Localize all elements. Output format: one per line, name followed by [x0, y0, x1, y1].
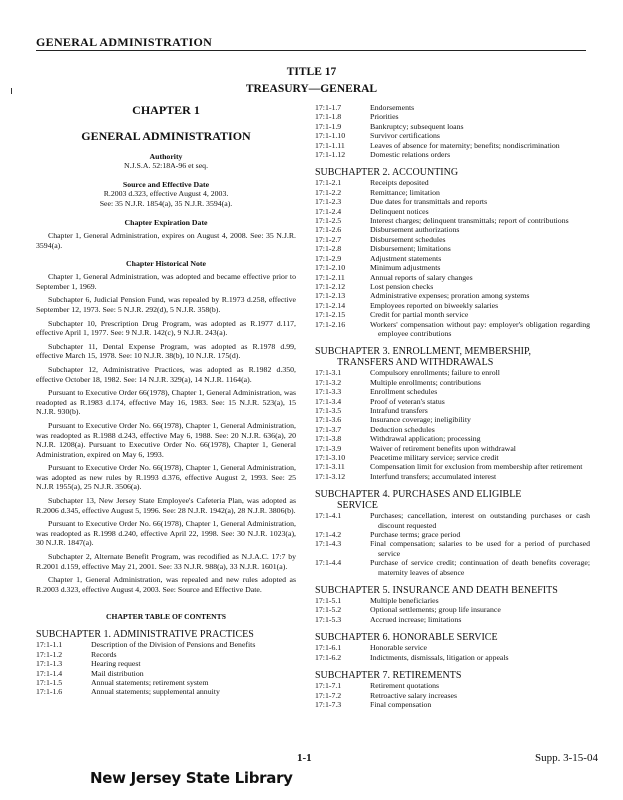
section-title: Annual reports of salary changes: [370, 272, 473, 282]
history-paragraph: Chapter 1, General Administration, was repealed and new rules adopted as R.2003 d.323, effective August 4, 2003. See: Source and Effective Date.: [36, 575, 296, 594]
toc-entry: [315, 691, 590, 700]
toc-entry: [315, 310, 590, 319]
subchapter-heading-line: SUBCHAPTER 2. ACCOUNTING: [315, 167, 459, 179]
section-number: 17:1-7.2: [315, 690, 342, 700]
section-title: Minimum adjustments: [370, 263, 441, 273]
section-title: Bankruptcy; subsequent loans: [370, 121, 464, 131]
section-number: 17:1-3.1: [315, 368, 342, 378]
section-title: Interfund transfers; accumulated interest: [370, 471, 497, 481]
toc-entry: [315, 700, 590, 709]
section-number: 17:1-4.3: [315, 539, 342, 549]
toc-entry: [36, 687, 296, 696]
source-heading: Source and Effective Date: [122, 180, 210, 189]
section-number: 17:1-2.14: [315, 300, 346, 310]
section-title: Survivor certifications: [370, 131, 440, 141]
section-title: Purchase terms; grace period: [370, 530, 461, 540]
subchapter-heading-line: SUBCHAPTER 3. ENROLLMENT, MEMBERSHIP,: [315, 346, 531, 358]
history-notes: [36, 272, 296, 594]
history-paragraph: Subchapter 11, Dental Expense Program, was adopted as R.1978 d.99, effective March 15, 1978. See: 10 N.J.R. 38(b), 10 N.J.R. 175(d).: [36, 341, 296, 361]
section-number: 17:1-2.11: [315, 272, 345, 282]
toc-heading: CHAPTER TABLE OF CONTENTS: [106, 612, 226, 622]
subchapter-heading: [315, 346, 590, 368]
toc-entry: [315, 207, 590, 216]
section-title: Retirement quotations: [370, 681, 440, 691]
section-title: Receipts deposited: [370, 178, 429, 188]
section-title: Hearing request: [91, 659, 141, 669]
toc-entry: [36, 659, 296, 668]
history-paragraph: Pursuant to Executive Order No. 66(1978), Chapter 1, General Administration, was adopted as new rules by R.1993 d.376, effective August 2, 1993. See: 25 N.J.R 1955(a), 25 N.J.R. 3506(a).: [36, 463, 296, 492]
subchapter-heading-line: SERVICE: [337, 500, 378, 512]
authority-heading: Authority: [149, 152, 183, 161]
section-number: 17:1-6.1: [315, 643, 342, 653]
section-number: 17:1-1.10: [315, 131, 346, 141]
section-title: Lost pension checks: [370, 281, 434, 291]
section-number: 17:1-1.9: [315, 121, 342, 131]
toc-entry: [315, 387, 590, 396]
toc-entry: [315, 273, 590, 282]
chapter-name: GENERAL ADMINISTRATION: [81, 129, 251, 143]
section-title: Honorable service: [370, 643, 427, 653]
toc-entry: [315, 112, 590, 121]
section-number: 17:1-2.6: [315, 225, 342, 235]
toc-entry: [315, 320, 590, 339]
section-number: 17:1-3.11: [315, 462, 345, 472]
section-number: 17:1-3.12: [315, 471, 346, 481]
section-number: 17:1-2.2: [315, 187, 342, 197]
section-number: 17:1-2.1: [315, 178, 342, 188]
subchapter-heading-line: SUBCHAPTER 1. ADMINISTRATIVE PRACTICES: [36, 629, 254, 641]
section-number: 17:1-1.1: [36, 640, 63, 650]
source-line: R.2003 d.323, effective August 4, 2003.: [103, 189, 229, 198]
toc-entry: [315, 122, 590, 131]
history-paragraph: Pursuant to Executive Order 66(1978), Chapter 1, General Administration, was readopted as R.1983 d.174, effective May 16, 1983. See: 15 N.J.R. 523(a), 15 N.J.R. 930(b).: [36, 388, 296, 417]
running-head: GENERAL ADMINISTRATION: [36, 35, 213, 49]
authority-text: N.J.S.A. 52:18A-96 et seq.: [123, 161, 209, 170]
section-title: Retroactive salary increases: [370, 690, 458, 700]
section-title: Compensation limit for exclusion from membership after retirement: [370, 462, 583, 472]
section-title: Leaves of absence for maternity; benefits; nondiscrimination: [370, 140, 560, 150]
subchapter-heading: [315, 585, 590, 596]
history-paragraph: Subchapter 6, Judicial Pension Fund, was repealed by R.1973 d.258, effective September 12, 1973. See: 5 N.J.R. 292(d), 5 N.J.R. 358(b).: [36, 295, 296, 314]
section-number: 17:1-1.5: [36, 678, 63, 688]
subchapter-heading-line: SUBCHAPTER 5. INSURANCE AND DEATH BENEFITS: [315, 585, 558, 597]
section-number: 17:1-3.4: [315, 396, 342, 406]
section-title: Disbursement authorizations: [370, 225, 460, 235]
section-title: Interest charges; delinquent transmittals; report of contributions: [370, 216, 569, 226]
library-watermark: New Jersey State Library: [90, 769, 293, 787]
section-title: Optional settlements; group life insurance: [370, 605, 501, 615]
subchapter-heading-line: TRANSFERS AND WITHDRAWALS: [337, 357, 494, 369]
toc-entry: [36, 650, 296, 659]
toc-entry: [315, 378, 590, 387]
section-number: 17:1-1.7: [315, 103, 342, 112]
section-number: 17:1-2.10: [315, 263, 346, 273]
section-number: 17:1-3.9: [315, 443, 342, 453]
section-title: Insurance coverage; ineligibility: [370, 415, 471, 425]
section-title: Domestic relations orders: [370, 150, 451, 160]
toc-entry: [315, 462, 590, 471]
section-title: Credit for partial month service: [370, 310, 469, 320]
toc-entry: [315, 178, 590, 187]
history-paragraph: Subchapter 13, New Jersey State Employee's Cafeteria Plan, was adopted as R.2006 d.345, effective August 5, 1996. See: 28 N.J.R. 1942(a), 28 N.J.R. 3806(b).: [36, 496, 296, 515]
toc-entry: [315, 103, 590, 112]
section-number: 17:1-5.2: [315, 605, 342, 615]
history-heading: Chapter Historical Note: [126, 259, 206, 269]
toc-entry: [315, 301, 590, 310]
toc-entry: [315, 558, 590, 577]
section-title: Endorsements: [370, 103, 415, 112]
toc-entry: [315, 425, 590, 434]
section-number: 17:1-4.1: [315, 511, 342, 521]
toc-entry: [36, 640, 296, 649]
section-number: 17:1-4.2: [315, 530, 342, 540]
section-number: 17:1-4.4: [315, 558, 342, 568]
section-number: 17:1-2.13: [315, 291, 346, 301]
section-title: Adjustment statements: [370, 253, 442, 263]
section-title: Disbursement; limitations: [370, 244, 451, 254]
history-paragraph: Pursuant to Executive Order No. 66(1978), Chapter 1, General Administration, was readopted as R.1998 d.240, effective April 22, 1998. See: 30 N.J.R. 1023(a), 30 N.J.R. 1847(a).: [36, 519, 296, 548]
supplement-date: Supp. 3-15-04: [535, 752, 598, 764]
section-number: 17:1-2.7: [315, 234, 342, 244]
section-title: Employees reported on biweekly salaries: [370, 300, 499, 310]
toc-entry: [315, 291, 590, 300]
toc-entry: [315, 131, 590, 140]
history-paragraph: Subchapter 2, Alternate Benefit Program, was recodified as N.J.A.C. 17:7 by R.2001 d.159, effective May 21, 2001. See: 33 N.J.R. 988(a), 33 N.J.R. 1601(a).: [36, 552, 296, 571]
toc-entry: [315, 254, 590, 263]
section-title: Mail distribution: [91, 668, 144, 678]
history-paragraph: Pursuant to Executive Order No. 66(1978), Chapter 1, General Administration, was readopted as R.1988 d.243, effective May 6, 1988. See: 20 N.J.R. 636(a), 20 N.J.R. 1208(a). Pursuant to Executive Order No. 66(1978), Chapter 1, General Administration, expired on May 6, 1993.: [36, 420, 296, 459]
toc-entry: [315, 188, 590, 197]
subchapter-heading: [315, 489, 590, 511]
left-column: [36, 103, 296, 697]
toc-entry: [315, 453, 590, 462]
chapter-number: CHAPTER 1: [132, 103, 200, 117]
section-title: Accrued increase; limitations: [370, 614, 462, 624]
section-number: 17:1-2.12: [315, 281, 346, 291]
toc-entry: [315, 681, 590, 690]
section-title: Remittance; limitation: [370, 187, 440, 197]
toc-entry: [315, 643, 590, 652]
section-number: 17:1-3.3: [315, 387, 342, 397]
section-title: Deduction schedules: [370, 424, 435, 434]
right-column: [315, 103, 590, 709]
toc-entry: [315, 235, 590, 244]
section-number: 17:1-1.3: [36, 659, 63, 669]
history-paragraph: Chapter 1, General Administration, was adopted and became effective prior to September 1, 1969.: [36, 272, 296, 291]
title-name: TREASURY—GENERAL: [245, 83, 378, 95]
toc-entry: [315, 472, 590, 481]
section-number: 17:1-3.8: [315, 434, 342, 444]
toc-entry: [315, 244, 590, 253]
toc-entry: [36, 669, 296, 678]
section-number: 17:1-2.9: [315, 253, 342, 263]
section-title: Disbursement schedules: [370, 234, 446, 244]
section-title: Description of the Division of Pensions and Benefits: [91, 640, 256, 650]
section-title: Annual statements; retirement system: [91, 678, 209, 688]
section-title: Priorities: [370, 112, 399, 122]
section-number: 17:1-1.4: [36, 668, 63, 678]
section-title: Withdrawal application; processing: [370, 434, 481, 444]
toc-entry: [315, 605, 590, 614]
section-number: 17:1-5.3: [315, 614, 342, 624]
section-number: 17:1-3.10: [315, 453, 346, 462]
section-number: 17:1-1.12: [315, 150, 346, 160]
section-number: 17:1-1.6: [36, 687, 63, 697]
section-title: Records: [91, 649, 117, 659]
section-number: 17:1-2.16: [315, 319, 346, 329]
section-title: Purchase of service credit; continuation of death benefits coverage; maternity leaves of absence: [370, 558, 590, 577]
toc-entry: [315, 225, 590, 234]
section-number: 17:1-3.7: [315, 424, 342, 434]
toc-entry: [315, 653, 590, 662]
section-title: Proof of veteran's status: [370, 396, 445, 406]
section-title: Annual statements; supplemental annuity: [91, 687, 220, 697]
section-title: Intrafund transfers: [370, 405, 428, 415]
section-title: Multiple beneficiaries: [370, 596, 439, 606]
section-number: 17:1-6.2: [315, 652, 342, 662]
section-number: 17:1-7.3: [315, 699, 342, 709]
section-number: 17:1-3.5: [315, 405, 342, 415]
toc-entry: [315, 530, 590, 539]
toc-entry: [315, 282, 590, 291]
subchapter-heading: [36, 629, 296, 640]
section-title: Delinquent notices: [370, 206, 429, 216]
section-title: Multiple enrollments; contributions: [370, 377, 481, 387]
subchapter-heading: [315, 670, 590, 681]
section-title: Waiver of retirement benefits upon withdrawal: [370, 443, 516, 453]
section-number: 17:1-2.4: [315, 206, 342, 216]
section-title: Peacetime military service; service credit: [370, 453, 499, 462]
expiration-heading: Chapter Expiration Date: [124, 218, 208, 227]
section-number: 17:1-1.11: [315, 140, 345, 150]
toc-entry: [315, 197, 590, 206]
section-title: Enrollment schedules: [370, 387, 438, 397]
section-number: 17:1-3.2: [315, 377, 342, 387]
toc-entry: [315, 397, 590, 406]
toc-entry: [315, 434, 590, 443]
history-paragraph: Subchapter 10, Prescription Drug Program, was adopted as R.1977 d.117, effective April 1, 1977. See: 9 N.J.R. 142(c), 9 N.J.R. 243(a).: [36, 318, 296, 338]
toc-entry: [315, 539, 590, 558]
section-number: 17:1-1.2: [36, 649, 63, 659]
toc-entry: [315, 150, 590, 159]
section-title: Due dates for transmittals and reports: [370, 197, 488, 207]
page-number: 1-1: [297, 752, 312, 764]
section-title: Compulsory enrollments; failure to enroll: [370, 368, 500, 378]
toc-entry: [315, 216, 590, 225]
section-title: Administrative expenses; proration among systems: [370, 291, 530, 301]
subchapter-heading-line: SUBCHAPTER 6. HONORABLE SERVICE: [315, 632, 498, 644]
toc-right: [315, 103, 590, 709]
toc-entry: [315, 511, 590, 530]
subchapter-heading: [315, 632, 590, 643]
toc-entry: [315, 415, 590, 424]
section-number: 17:1-1.8: [315, 112, 342, 122]
section-title: Final compensation; salaries to be used for a period of purchased service: [370, 539, 590, 558]
subchapter-heading: [315, 167, 590, 178]
section-number: 17:1-2.5: [315, 216, 342, 226]
source-line: See: 35 N.J.R. 1854(a), 35 N.J.R. 3594(a).: [99, 199, 233, 208]
subchapter-heading-line: SUBCHAPTER 7. RETIREMENTS: [315, 670, 462, 682]
section-title: Final compensation: [370, 699, 432, 709]
toc-left: [36, 629, 296, 696]
toc-entry: [315, 444, 590, 453]
toc-entry: [315, 368, 590, 377]
section-number: 17:1-5.1: [315, 596, 342, 606]
section-title: Indictments, dismissals, litigation or appeals: [370, 652, 509, 662]
header-rule: [36, 50, 586, 51]
section-title: Workers' compensation without pay: employer's obligation regarding employee contributions: [370, 319, 590, 338]
history-paragraph: Subchapter 12, Administrative Practices, was adopted as R.1982 d.350, effective October 18, 1982. See: 14 N.J.R. 329(a), 14 N.J.R. 1164(a).: [36, 364, 296, 384]
section-number: 17:1-7.1: [315, 681, 342, 691]
toc-entry: [315, 141, 590, 150]
section-number: 17:1-2.3: [315, 197, 342, 207]
section-number: 17:1-3.6: [315, 415, 342, 425]
toc-entry: [36, 678, 296, 687]
section-number: 17:1-2.15: [315, 310, 346, 320]
section-number: 17:1-2.8: [315, 244, 342, 254]
toc-entry: [315, 615, 590, 624]
toc-entry: [315, 263, 590, 272]
expiration-text: Chapter 1, General Administration, expires on August 4, 2008. See: 35 N.J.R. 3594(a).: [36, 231, 296, 250]
title-number: TITLE 17: [286, 66, 337, 78]
section-title: Purchases; cancellation, interest on outstanding purchases or cash discount requested: [370, 511, 590, 530]
toc-entry: [315, 406, 590, 415]
toc-entry: [315, 596, 590, 605]
subchapter-heading-line: SUBCHAPTER 4. PURCHASES AND ELIGIBLE: [315, 489, 522, 501]
